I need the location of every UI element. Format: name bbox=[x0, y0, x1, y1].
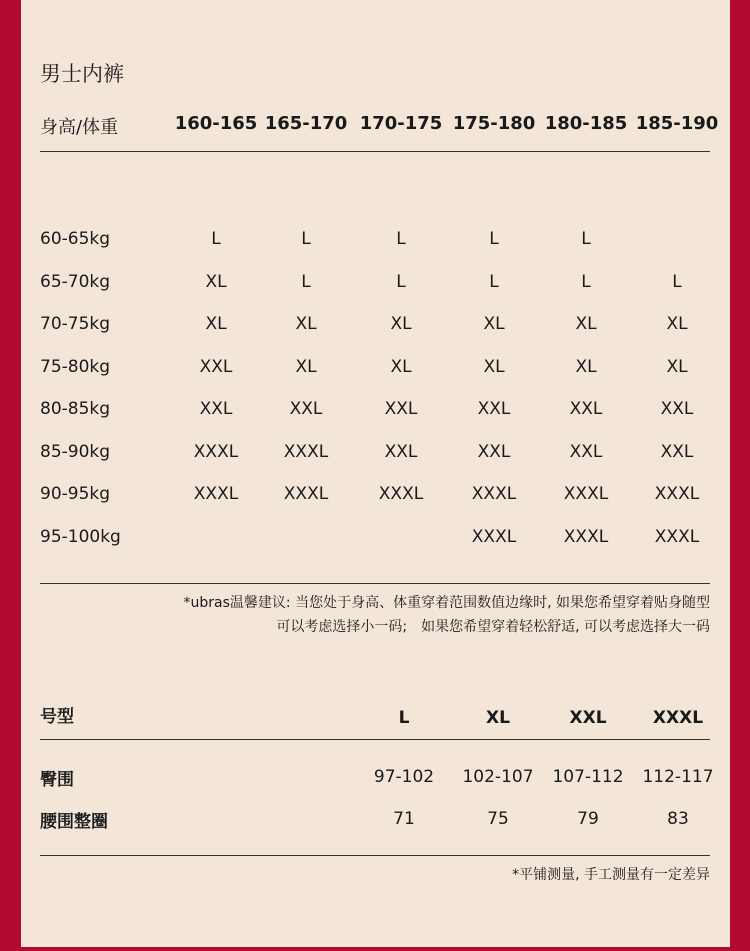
size-cell: XL bbox=[295, 356, 317, 377]
size-cell: XXL bbox=[384, 399, 418, 419]
spec-size-header: XL bbox=[486, 708, 510, 728]
weight-label: 60-65kg bbox=[40, 229, 111, 249]
spec-value-cell: 112-117 bbox=[642, 767, 714, 787]
height-header: 180-185 bbox=[544, 113, 628, 134]
spec-size-header: XXL bbox=[569, 708, 607, 728]
size-cell: XXL bbox=[384, 441, 418, 462]
divider bbox=[40, 583, 710, 584]
size-guide-panel bbox=[21, 0, 730, 947]
size-cell: XXL bbox=[660, 441, 694, 462]
size-cell: XXXL bbox=[654, 526, 700, 547]
height-header: 165-170 bbox=[264, 113, 348, 134]
size-cell: L bbox=[396, 229, 406, 249]
size-cell: L bbox=[301, 271, 311, 292]
measurement-footnote: *平铺测量, 手工测量有一定差异 bbox=[512, 867, 710, 883]
size-cell: L bbox=[211, 229, 221, 249]
size-cell: XXXL bbox=[193, 484, 239, 504]
size-cell: XL bbox=[390, 314, 412, 334]
divider bbox=[40, 739, 710, 740]
size-cell: XXXL bbox=[283, 484, 329, 504]
height-header: 160-165 bbox=[174, 113, 258, 134]
size-cell: XXXL bbox=[471, 484, 517, 504]
spec-row-label: 腰围整圈 bbox=[40, 812, 108, 832]
spec-value-cell: 79 bbox=[577, 809, 599, 829]
spec-size-header: XXXL bbox=[652, 708, 704, 728]
spec-value-cell: 107-112 bbox=[552, 767, 624, 787]
size-cell: L bbox=[301, 229, 311, 249]
spec-value-cell: 83 bbox=[667, 809, 689, 829]
size-cell: XXXL bbox=[378, 484, 424, 504]
size-cell: XL bbox=[295, 314, 317, 334]
size-cell: XXL bbox=[199, 399, 233, 419]
size-cell: L bbox=[581, 271, 591, 292]
divider bbox=[40, 855, 710, 856]
size-cell: XXL bbox=[569, 399, 603, 419]
height-header: 170-175 bbox=[359, 113, 443, 134]
size-cell: XL bbox=[483, 314, 505, 334]
spec-value-cell: 71 bbox=[393, 809, 415, 829]
size-cell: XL bbox=[205, 271, 227, 292]
size-cell: XXL bbox=[477, 441, 511, 462]
size-cell: XL bbox=[666, 356, 688, 377]
weight-label: 75-80kg bbox=[40, 356, 111, 377]
weight-label: 70-75kg bbox=[40, 314, 111, 334]
size-cell: XXL bbox=[289, 399, 323, 419]
spec-header-label: 号型 bbox=[40, 707, 74, 727]
size-cell: XL bbox=[666, 314, 688, 334]
size-cell: XXL bbox=[199, 356, 233, 377]
size-cell: XXXL bbox=[654, 484, 700, 504]
weight-label: 90-95kg bbox=[40, 484, 111, 504]
size-cell: L bbox=[489, 271, 499, 292]
size-cell: L bbox=[396, 271, 406, 292]
size-cell: XXL bbox=[477, 399, 511, 419]
size-cell: L bbox=[581, 229, 591, 249]
size-cell: L bbox=[489, 229, 499, 249]
weight-label: 80-85kg bbox=[40, 399, 111, 419]
weight-label: 85-90kg bbox=[40, 441, 111, 462]
size-cell: XXL bbox=[660, 399, 694, 419]
size-cell: XL bbox=[575, 356, 597, 377]
size-cell: XXXL bbox=[193, 441, 239, 462]
spec-value-cell: 97-102 bbox=[373, 767, 435, 787]
size-cell: XL bbox=[483, 356, 505, 377]
size-cell: XXXL bbox=[563, 526, 609, 547]
size-cell: XXXL bbox=[471, 526, 517, 547]
size-cell: XL bbox=[205, 314, 227, 334]
size-cell: XL bbox=[390, 356, 412, 377]
height-header: 175-180 bbox=[452, 113, 536, 134]
size-cell: XXL bbox=[569, 441, 603, 462]
weight-label: 65-70kg bbox=[40, 271, 111, 292]
fit-advice-note: 可以考虑选择小一码; 如果您希望穿着轻松舒适, 可以考虑选择大一码 bbox=[276, 619, 710, 635]
height-weight-header-label: 身高/体重 bbox=[40, 117, 119, 138]
fit-advice-note: *ubras温馨建议: 当您处于身高、体重穿着范围数值边缘时, 如果您希望穿着贴身随型 bbox=[183, 595, 710, 611]
spec-row-label: 臀围 bbox=[40, 770, 74, 790]
spec-value-cell: 102-107 bbox=[462, 767, 534, 787]
size-cell: XL bbox=[575, 314, 597, 334]
divider bbox=[40, 151, 710, 152]
height-header: 185-190 bbox=[635, 113, 719, 134]
spec-value-cell: 75 bbox=[487, 809, 509, 829]
page-title: 男士内裤 bbox=[40, 62, 124, 86]
weight-label: 95-100kg bbox=[40, 526, 121, 547]
spec-size-header: L bbox=[398, 708, 410, 728]
size-cell: XXXL bbox=[283, 441, 329, 462]
size-cell: XXXL bbox=[563, 484, 609, 504]
size-cell: L bbox=[672, 271, 682, 292]
